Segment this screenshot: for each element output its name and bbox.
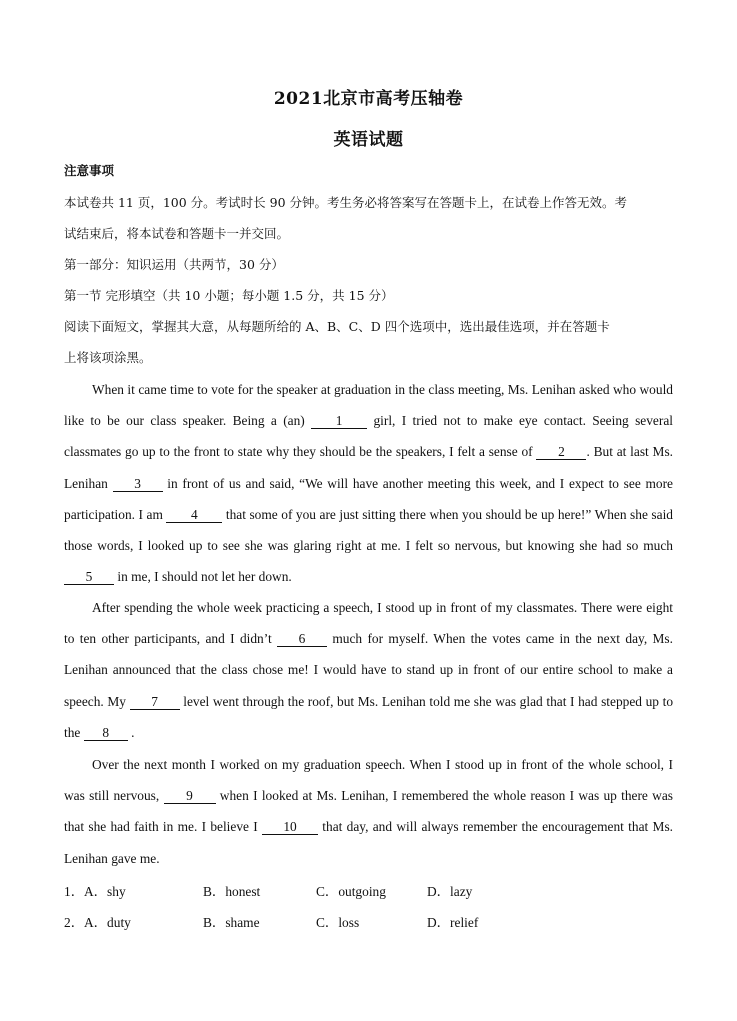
passage-text: Over the next month I worked on my graduation speech. When I stood up in front of the whole school, I was still nervous, xyxy=(64,757,673,804)
blank-6: 6 xyxy=(277,632,327,647)
passage-paragraph-2 xyxy=(64,592,673,748)
notice-line-2: 试结束后，将本试卷和答题卡一并交回。 xyxy=(64,226,290,241)
blank-1: 1 xyxy=(311,414,367,429)
option-d: D．lazy xyxy=(427,884,473,899)
section-heading: 第一节 完形填空（共 10 小题；每小题 1.5 分，共 15 分） xyxy=(64,288,394,303)
option-c: C．outgoing xyxy=(316,884,386,899)
exam-title: 2021北京市高考压轴卷 xyxy=(273,89,464,109)
passage-text: in me, I should not let her down. xyxy=(114,569,292,585)
blank-10: 10 xyxy=(262,820,318,835)
blank-3: 3 xyxy=(113,477,163,492)
exam-subtitle: 英语试题 xyxy=(333,130,404,150)
passage-text: After spending the whole week practicing a speech, I stood up in front of my classmates. There were eight to ten other participants, and I didn’t xyxy=(64,600,673,647)
blank-2: 2 xyxy=(536,445,586,460)
instructions-line-2: 上将该项涂黑。 xyxy=(64,350,152,365)
passage-text: girl, I tried not to make eye contact. Seeing several classmates go up to the front to state why they should be the speakers, I felt a sense of xyxy=(64,413,673,460)
option-b: B．shame xyxy=(203,915,260,930)
question-number: 2． xyxy=(64,915,85,930)
blank-7: 7 xyxy=(130,695,180,710)
blank-5: 5 xyxy=(64,570,114,585)
passage-text: level went through the roof, but Ms. Lenihan told me she was glad that I had stepped up to the xyxy=(64,693,674,740)
part-heading: 第一部分：知识运用（共两节，30 分） xyxy=(64,257,284,272)
passage-text: that day, and will always remember the encouragement that Ms. Lenihan gave me. xyxy=(64,819,674,866)
notice-line-1: 本试卷共 11 页，100 分。考试时长 90 分钟。考生务必将答案写在答题卡上，在试卷上作答无效。考 xyxy=(64,195,628,210)
option-d: D．relief xyxy=(427,915,479,930)
passage-paragraph-1 xyxy=(64,374,673,592)
passage-text: in front of us and said, “We will have another meeting this week, and I expect to see more participation. I am xyxy=(64,475,673,522)
option-c: C．loss xyxy=(316,915,360,930)
instructions-line-1: 阅读下面短文，掌握其大意，从每题所给的 A、B、C、D 四个选项中，选出最佳选项，并在答题卡 xyxy=(64,319,610,334)
option-a: A．duty xyxy=(84,915,131,930)
passage-text: when I looked at Ms. Lenihan, I remembered the whole reason I was up there was that she had faith in me. I believe I xyxy=(64,788,673,835)
passage-paragraph-3 xyxy=(64,749,673,874)
passage-text: much for myself. When the votes came in the next day, Ms. Lenihan announced that the class chose me! I would have to stand up in front of our entire school to make a speech. My xyxy=(64,631,673,709)
question-number: 1． xyxy=(64,884,85,899)
blank-9: 9 xyxy=(164,789,216,804)
option-b: B．honest xyxy=(203,884,261,899)
blank-8: 8 xyxy=(84,726,128,741)
option-a: A．shy xyxy=(84,884,126,899)
passage-text: When it came time to vote for the speaker at graduation in the class meeting, Ms. Lenihan asked who would like to be our class speaker. Being a (an) xyxy=(64,382,673,429)
passage-text: . But at last Ms. Lenihan xyxy=(64,444,674,491)
passage-text: . xyxy=(127,724,135,740)
blank-4: 4 xyxy=(166,508,222,523)
notice-heading: 注意事项 xyxy=(64,163,115,178)
passage-text: that some of you are just sitting there when you should be up here!” When she said those words, I looked up to see she was glaring right at me. I felt so nervous, but knowing she had so much xyxy=(64,506,673,554)
